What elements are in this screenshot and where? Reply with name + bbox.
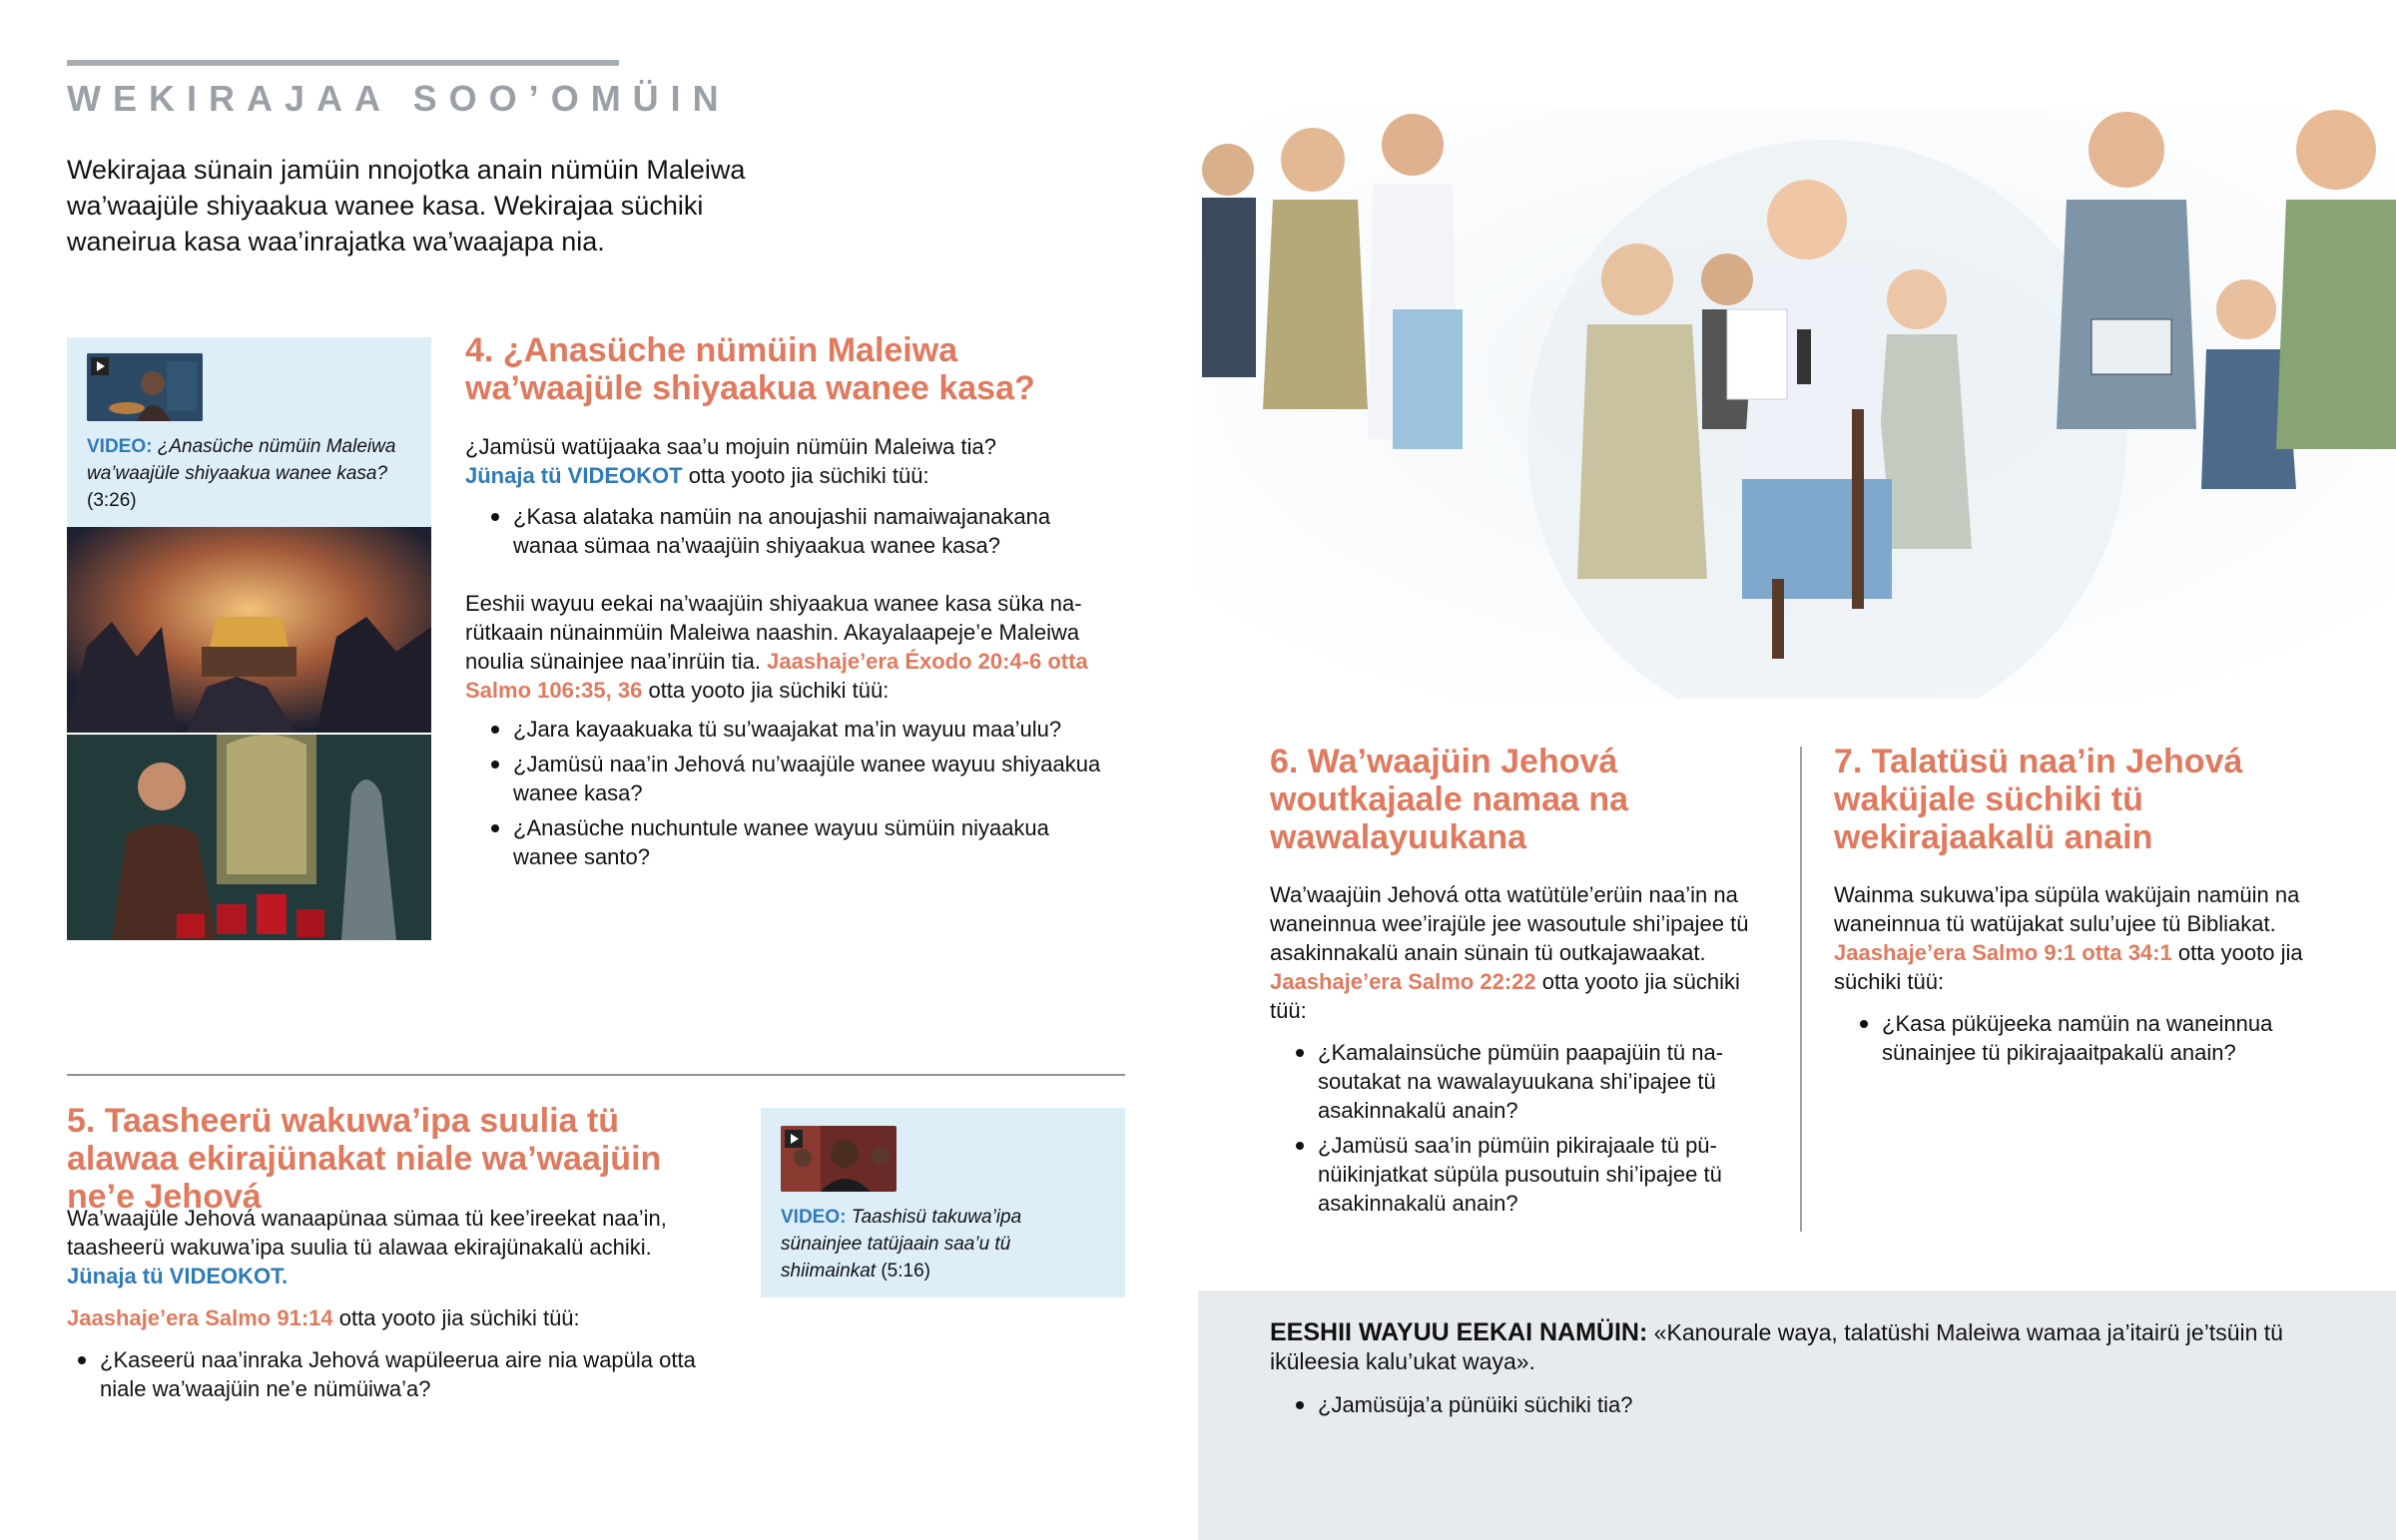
list-item: ¿Jamüsü naa’in Jehová nu’waajüle wanee wayuu shiyaakua wanee kasa? bbox=[465, 750, 1104, 807]
paragraph-text: Wainma sukuwa’ipa süpüla waküjain namüin na waneinnua tü watüjakat sulu’ujee tü Bibliakat. bbox=[1834, 882, 2300, 936]
section-6-questions bbox=[1270, 1038, 1749, 1224]
video-duration: (3:26) bbox=[87, 490, 137, 511]
section-divider bbox=[67, 1074, 1125, 1076]
list-item: ¿Kasa püküjeeka namüin na waneinnua sünainjee tü pikirajaaitpakalü anain? bbox=[1834, 1009, 2323, 1067]
video-caption bbox=[87, 433, 416, 514]
discussion-questions bbox=[1270, 1390, 2168, 1425]
video-thumbnail[interactable] bbox=[87, 353, 203, 421]
section-7-heading: 7. Talatüsü naa’in Jehová waküjale süchiki tü wekirajaakalü anain bbox=[1834, 743, 2243, 856]
paragraph-text: Wa’waajüle Jehová wanaapünaa sümaa tü kee’ireekat naa’in, taasheerü wakuwa’ipa suulia tü alawaa ekirajünakalü achiki. bbox=[67, 1206, 667, 1260]
video-title: ¿Anasüche nümüin Maleiwa wa’waajüle shiyaakua wanee kasa? bbox=[87, 436, 396, 484]
section-6-paragraph bbox=[1270, 880, 1769, 1025]
page-title: WEKIRAJAA SOO’OMÜIN bbox=[67, 78, 731, 119]
video-label: VIDEO: bbox=[87, 436, 153, 457]
video-caption bbox=[781, 1204, 1100, 1284]
scripture-reference[interactable]: Jaashaje’era Salmo 22:22 bbox=[1270, 969, 1536, 994]
paragraph-text: Eeshii wayuu eekai na’waajüin shiyaakua wanee kasa süka narütkaain nünainmüin Maleiwa naashin. Akayalaapeje’e Maleiwa noulia sünainjee naa’inrüin tia. bbox=[465, 591, 1082, 674]
video-link[interactable]: Jünaja tü VIDEOKOT bbox=[465, 463, 683, 488]
section-5-questions bbox=[52, 1345, 701, 1409]
section-4-question: ¿Jamüsü watüjaaka saa’u mojuin nümüin Maleiwa tia? bbox=[465, 434, 996, 459]
section-5-ref-line bbox=[67, 1303, 706, 1332]
section-6-heading: 6. Wa’waajüin Jehová woutkajaale namaa na wawalayuukana bbox=[1270, 743, 1629, 856]
instruction-text: otta yooto jia süchiki tüü: bbox=[332, 1305, 580, 1330]
section-4-paragraph bbox=[465, 589, 1124, 705]
video-box[interactable] bbox=[67, 337, 431, 527]
instruction-text: otta yooto jia süchiki tüü: bbox=[1834, 940, 2303, 994]
section-7-paragraph bbox=[1834, 880, 2353, 996]
section-7-questions bbox=[1834, 1009, 2323, 1073]
title-rule bbox=[67, 60, 619, 66]
video-thumbnail[interactable] bbox=[781, 1126, 897, 1192]
play-icon bbox=[91, 357, 109, 375]
illustration-golden-calf bbox=[67, 527, 431, 733]
discussion-box bbox=[1198, 1290, 2396, 1540]
paragraph-text: Wa’waajüin Jehová otta watütüle’erüin naa’in na waneinnua wee’irajüle jee wasoutule shi’ipajee tü asakinnakalü anain sünain tü outkajawaakat. bbox=[1270, 882, 1749, 965]
intro-paragraph: Wekirajaa sünain jamüin nnojotka anain nümüin Maleiwa wa’waajüle shiyaakua wanee kasa. Wekirajaa süchiki waneirua kasa waa’inrajatka wa’waajapa nia. bbox=[67, 155, 746, 257]
column-divider bbox=[1800, 747, 1802, 1232]
list-item: ¿Kamalainsüche pümüin paapajüin tü nasoutakat na wawalayuukana shi’ipajee tü asakinnakalü anain? bbox=[1270, 1038, 1749, 1125]
section-4-questions-b bbox=[465, 715, 1104, 877]
scripture-reference[interactable]: Jaashaje’era Éxodo 20:4-6 otta Salmo 106:35, 36 bbox=[465, 649, 1088, 703]
illustration-congregation bbox=[1198, 110, 2396, 699]
video-title: Taashisü takuwa’ipa sünainjee tatüjaain saa’u tü shiimainkat bbox=[781, 1207, 1022, 1282]
section-4-heading: 4. ¿Anasüche nümüin Maleiwa wa’waajüle shiyaakua wanee kasa? bbox=[465, 331, 1035, 407]
video-duration: (5:16) bbox=[881, 1261, 930, 1282]
scripture-reference[interactable]: Jaashaje’era Salmo 9:1 otta 34:1 bbox=[1834, 940, 2172, 965]
play-icon bbox=[785, 1130, 803, 1148]
section-4-intro bbox=[465, 432, 1114, 490]
section-5-heading: 5. Taasheerü wakuwa’ipa suulia tü alawaa ekirajünakat niale wa’waajüin ne’e Jehová bbox=[67, 1102, 662, 1216]
discussion-label: EESHII WAYUU EEKAI NAMÜIN: bbox=[1270, 1318, 1648, 1346]
list-item: ¿Kasa alataka namüin na anoujashii namaiwajanakana wanaa sümaa na’waajüin shiyaakua wanee kasa? bbox=[465, 502, 1104, 560]
video-link[interactable]: Jünaja tü VIDEOKOT. bbox=[67, 1264, 289, 1288]
video-box[interactable] bbox=[761, 1108, 1125, 1297]
discussion-text bbox=[1270, 1318, 2308, 1376]
list-item: ¿Kaseerü naa’inraka Jehová wapüleerua aire nia wapüla otta niale wa’waajüin ne’e nümüiwa’a? bbox=[52, 1345, 701, 1403]
section-5-paragraph bbox=[67, 1204, 706, 1290]
instruction-text: otta yooto jia süchiki tüü: bbox=[1270, 969, 1740, 1023]
section-4-questions-a bbox=[465, 502, 1104, 566]
list-item: ¿Jara kayaakuaka tü su’waajakat ma’in wayuu maa’ulu? bbox=[465, 715, 1104, 744]
list-item: ¿Jamüsü saa’in pümüin pikirajaale tü pünüikinjatkat süpüla pusoutuin shi’ipajee tü asakinnakalü anain? bbox=[1270, 1131, 1749, 1218]
instruction-text: otta yooto jia süchiki tüü: bbox=[642, 678, 890, 703]
instruction-text: otta yooto jia süchiki tüü: bbox=[682, 463, 929, 488]
discussion-quote: «Kanourale waya, talatüshi Maleiwa wamaa ja’itairü je’tsüin tü iküleesia kalu’ukat waya». bbox=[1270, 1319, 2283, 1374]
video-label: VIDEO: bbox=[781, 1207, 847, 1228]
illustration-man-praying bbox=[67, 735, 431, 940]
scripture-reference[interactable]: Jaashaje’era Salmo 91:14 bbox=[67, 1305, 333, 1330]
list-item: ¿Anasüche nuchuntule wanee wayuu sümüin niyaakua wanee santo? bbox=[465, 813, 1104, 871]
list-item: ¿Jamüsüja’a pünüiki süchiki tia? bbox=[1270, 1390, 2168, 1419]
